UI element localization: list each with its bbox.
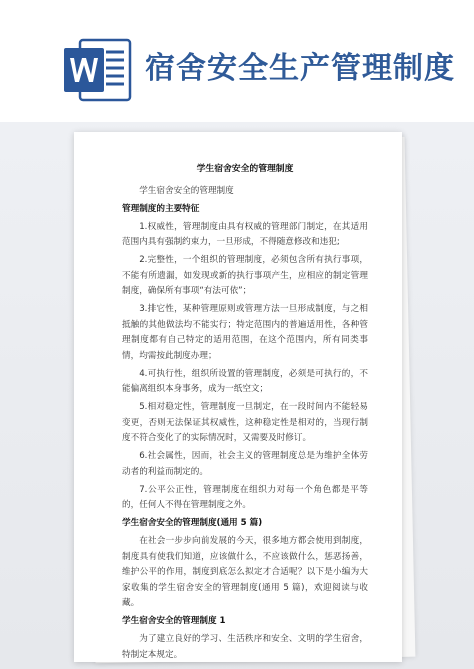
paragraph: 7.公平公正性，管理制度在组织力对每一个角色都是平等的，任何人不得在管理制度之外。 [122,484,368,510]
paragraph: 学生宿舍安全的管理制度 [139,185,234,196]
paragraph: 2.完整性，一个组织的管理制度，必须包含所有执行事项，不能有所遗漏，如发现或新的执行事项产生，应相应的制定管理制度，确保所有事项“有法可依”； [122,255,368,296]
paragraph: 3.排它性，某种管理原则或管理方法一旦形成制度，与之相抵触的其他做法均不能实行；特定范围内的普遍适用性，各种管理制度都有自己特定的适用范围，在这个范围内，所有同类事情，均需按此制度办理； [122,304,368,361]
section-heading: 学生宿舍安全的管理制度 1 [122,616,226,626]
paragraph: 1.权威性，管理制度由具有权威的管理部门制定，在其适用范围内具有强制约束力，一旦形成，不得随意修改和违犯; [122,221,368,247]
header-banner [0,0,474,132]
paragraph: 6.社会属性，因而，社会主义的管理制度总是为维护全体劳动者的利益而制定的。 [122,451,368,477]
paragraph: 4.可执行性，组织所设置的管理制度，必须是可执行的，不能偏离组织本身事务，成为一纸空文； [122,368,368,394]
paragraph: 5.相对稳定性，管理制度一旦制定，在一段时间内不能轻易变更，否则无法保证其权威性，这种稳定性是相对的，当现行制度不符合变化了的实际情况时，又需要及时修订。 [122,402,368,443]
banner-title: 宿舍安全生产管理制度 [145,51,455,86]
paragraph-list [122,184,368,663]
section-heading: 学生宿舍安全的管理制度(通用 5 篇) [122,518,263,528]
paragraph: 为了建立良好的学习、生活秩序和安全、文明的学生宿舍，特制定本规定。 [122,634,368,660]
paragraph: 在社会一步步向前发展的今天，很多地方都会使用到制度，制度具有使我们知道，应该做什么，不应该做什么，惩恶扬善，维护公平的作用，制度到底怎么拟定才合适呢？以下是小编为大家收集的学生宿舍安全的管理制度(通用 5 篇)，欢迎阅读与收藏。 [122,536,368,608]
document-title: 学生宿舍安全的管理制度 [196,164,294,174]
document-body [122,162,368,662]
word-document-icon [62,38,132,102]
section-heading: 管理制度的主要特征 [122,203,200,214]
document-page [74,132,402,662]
